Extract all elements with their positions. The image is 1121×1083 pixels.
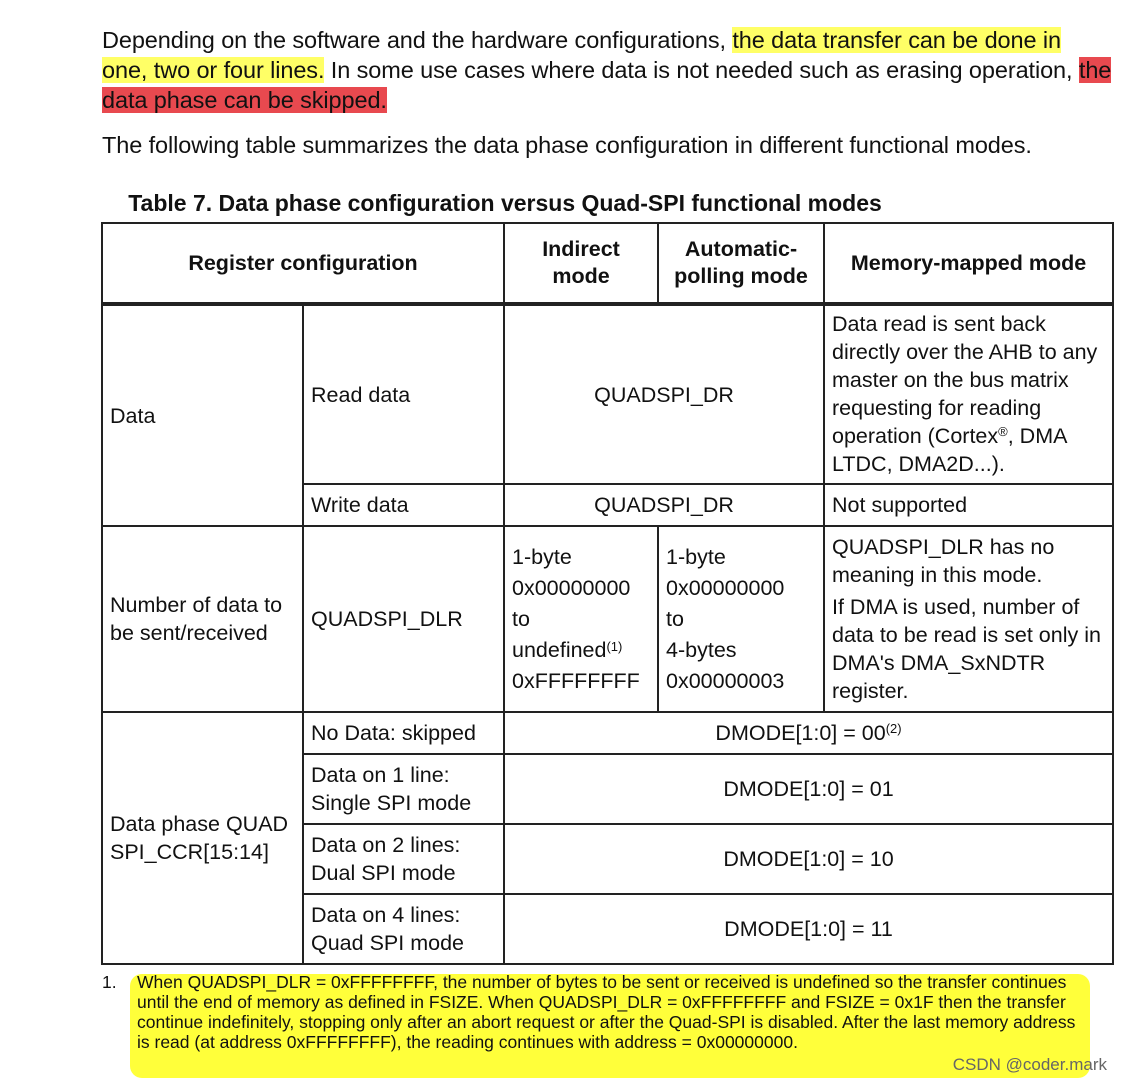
read-data-register: QUADSPI_DR	[504, 304, 824, 484]
header-register-configuration: Register configuration	[102, 223, 504, 304]
dmode-11: DMODE[1:0] = 11	[504, 894, 1113, 964]
quad-spi-label: Data on 4 lines: Quad SPI mode	[303, 894, 504, 964]
intro-paragraph-2: The following table summarizes the data phase configuration in different functional modes.	[102, 132, 1032, 158]
dmode-00: DMODE[1:0] = 00	[715, 721, 886, 745]
highlight-red-data-phase-skipped: the data phase can be skipped.	[102, 57, 1112, 113]
group-number-of-data: Number of data to be sent/received	[102, 526, 303, 712]
write-data-memory-mapped: Not supported	[824, 484, 1113, 526]
registered-mark: ®	[998, 424, 1008, 439]
mm-no-meaning: QUADSPI_DLR has no meaning in this mode.	[832, 535, 1055, 587]
intro-paragraph-1	[102, 25, 1112, 115]
watermark: CSDN @coder.mark	[952, 1055, 1107, 1074]
highlight-yellow-transfer-lines: the data transfer can be done in one, two or four lines.	[102, 27, 1061, 83]
write-data-label: Write data	[303, 484, 504, 526]
indirect-line-2: 0x00000000	[512, 575, 631, 600]
header-memory-mapped-mode: Memory-mapped mode	[824, 223, 1113, 304]
header-indirect-mode: Indirect mode	[504, 223, 658, 304]
read-mm-text-1: Data read is sent back directly over the AHB to any master on the bus matrix requesting for reading operation (Cortex	[832, 312, 1098, 448]
intro-text-a: Depending on the software and the hardware configurations,	[102, 27, 733, 53]
group-data-phase: Data phase QUADSPI_CCR[15:14]	[102, 712, 303, 964]
write-data-register: QUADSPI_DR	[504, 484, 824, 526]
polling-line-1: 1-byte	[666, 544, 726, 569]
no-data-label: No Data: skipped	[303, 712, 504, 754]
read-data-memory-mapped	[824, 304, 1113, 484]
dual-spi-label: Data on 2 lines: Dual SPI mode	[303, 824, 504, 894]
footnote-text: When QUADSPI_DLR = 0xFFFFFFFF, the number of bytes to be sent or received is undefined so the transfer continues until the end of memory as defined in FSIZE. When QUADSPI_DLR = 0xFFFFFFFF and FSIZE = 0x1F then the transfer continue indefinitely, stopping only after an abort request or after the Quad-SPI is disabled. After the last memory address is read (at address 0xFFFFFFFF), the reading continues with address = 0x00000000.	[137, 972, 1076, 1052]
indirect-line-4	[512, 635, 650, 666]
indirect-undefined: undefined	[512, 637, 607, 662]
indirect-line-1: 1-byte	[512, 544, 572, 569]
polling-line-4: 4-bytes	[666, 637, 737, 662]
data-phase-table	[101, 222, 1114, 965]
dmode-01: DMODE[1:0] = 01	[504, 754, 1113, 824]
number-indirect-cell	[504, 526, 658, 712]
single-spi-label: Data on 1 line: Single SPI mode	[303, 754, 504, 824]
polling-line-2: 0x00000000	[666, 575, 785, 600]
polling-line-3: to	[666, 606, 684, 631]
indirect-line-3: to	[512, 606, 530, 631]
table-title: Table 7. Data phase configuration versus Quad-SPI functional modes	[128, 190, 882, 216]
dmode-00-cell	[504, 712, 1113, 754]
mm-dma-note: If DMA is used, number of data to be read is set only in DMA's DMA_SxNDTR register.	[832, 595, 1101, 703]
footnote-ref-1: (1)	[606, 638, 623, 654]
footnote-number: 1.	[102, 972, 117, 992]
number-polling-cell	[658, 526, 824, 712]
intro-text-b: In some use cases where data is not needed such as erasing operation,	[324, 57, 1079, 83]
group-data: Data	[102, 304, 303, 526]
header-automatic-polling-mode: Automatic-polling mode	[658, 223, 824, 304]
footnote-ref-2: (2)	[885, 721, 902, 736]
read-data-label: Read data	[303, 304, 504, 484]
polling-line-5: 0x00000003	[666, 668, 785, 693]
number-register: QUADSPI_DLR	[303, 526, 504, 712]
number-memory-mapped-cell	[824, 526, 1113, 712]
indirect-line-5: 0xFFFFFFFF	[512, 668, 640, 693]
read-mm-text-2: , DMA LTDC, DMA2D...).	[832, 424, 1067, 476]
dmode-10: DMODE[1:0] = 10	[504, 824, 1113, 894]
